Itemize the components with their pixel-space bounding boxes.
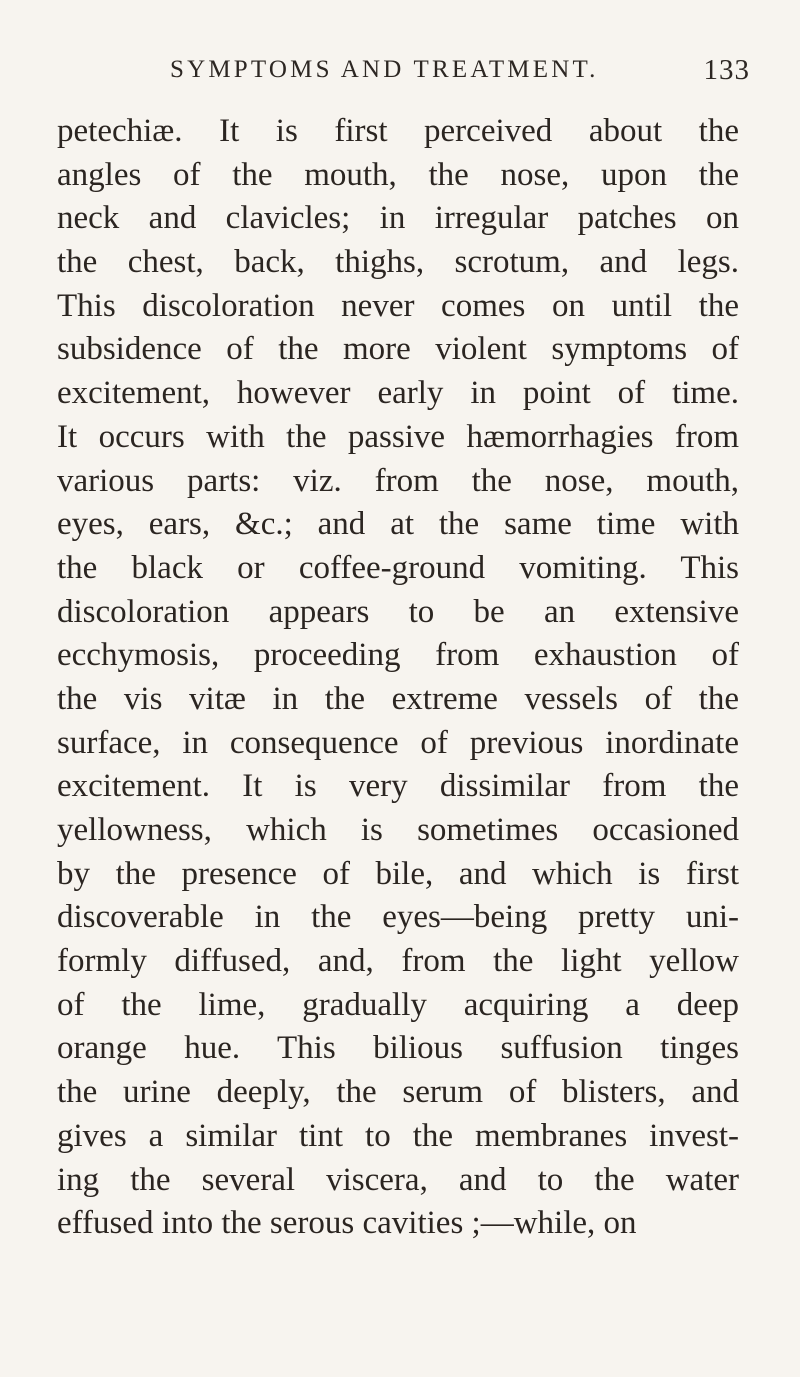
text-line: the black or coffee-ground vomiting. This: [57, 549, 739, 586]
text-line: subsidence of the more violent symptoms of: [57, 331, 739, 368]
text-line: the chest, back, thighs, scrotum, and legs.: [57, 244, 739, 281]
text-line: petechiæ. It is first perceived about the: [57, 113, 739, 149]
text-line: the vis vitæ in the extreme vessels of the: [57, 680, 739, 717]
text-line: This discoloration never comes on until the: [57, 287, 739, 324]
text-line: discoverable in the eyes—being pretty uni-: [57, 899, 739, 936]
text-line: It occurs with the passive hæmorrhagies from: [57, 418, 739, 455]
text-line: of the lime, gradually acquiring a deep: [57, 986, 739, 1023]
text-line: formly diffused, and, from the light yellow: [57, 943, 739, 980]
text-line: various parts: viz. from the nose, mouth,: [57, 462, 739, 499]
text-line: eyes, ears, &c.; and at the same time with: [57, 506, 739, 543]
text-line: surface, in consequence of previous inordinate: [57, 724, 739, 761]
text-line: the urine deeply, the serum of blisters, and: [57, 1074, 739, 1111]
running-head: [170, 52, 750, 92]
page-number: 133: [703, 54, 750, 86]
text-line: ing the several viscera, and to the water: [57, 1161, 739, 1198]
text-line: orange hue. This bilious suffusion tinges: [57, 1030, 739, 1067]
text-line: by the presence of bile, and which is first: [57, 855, 739, 892]
text-line: gives a similar tint to the membranes invest-: [57, 1117, 739, 1154]
text-line: excitement. It is very dissimilar from the: [57, 768, 739, 805]
text-line: neck and clavicles; in irregular patches on: [57, 200, 739, 237]
running-title: SYMPTOMS AND TREATMENT.: [170, 56, 599, 83]
body-text: [57, 110, 739, 1246]
text-line: ecchymosis, proceeding from exhaustion of: [57, 637, 739, 674]
text-line: angles of the mouth, the nose, upon the: [57, 156, 739, 193]
text-line: discoloration appears to be an extensive: [57, 593, 739, 630]
text-line: yellowness, which is sometimes occasioned: [57, 812, 739, 848]
text-line: excitement, however early in point of time.: [57, 375, 739, 412]
text-line: effused into the serous cavities ;—while, on: [57, 1205, 637, 1242]
